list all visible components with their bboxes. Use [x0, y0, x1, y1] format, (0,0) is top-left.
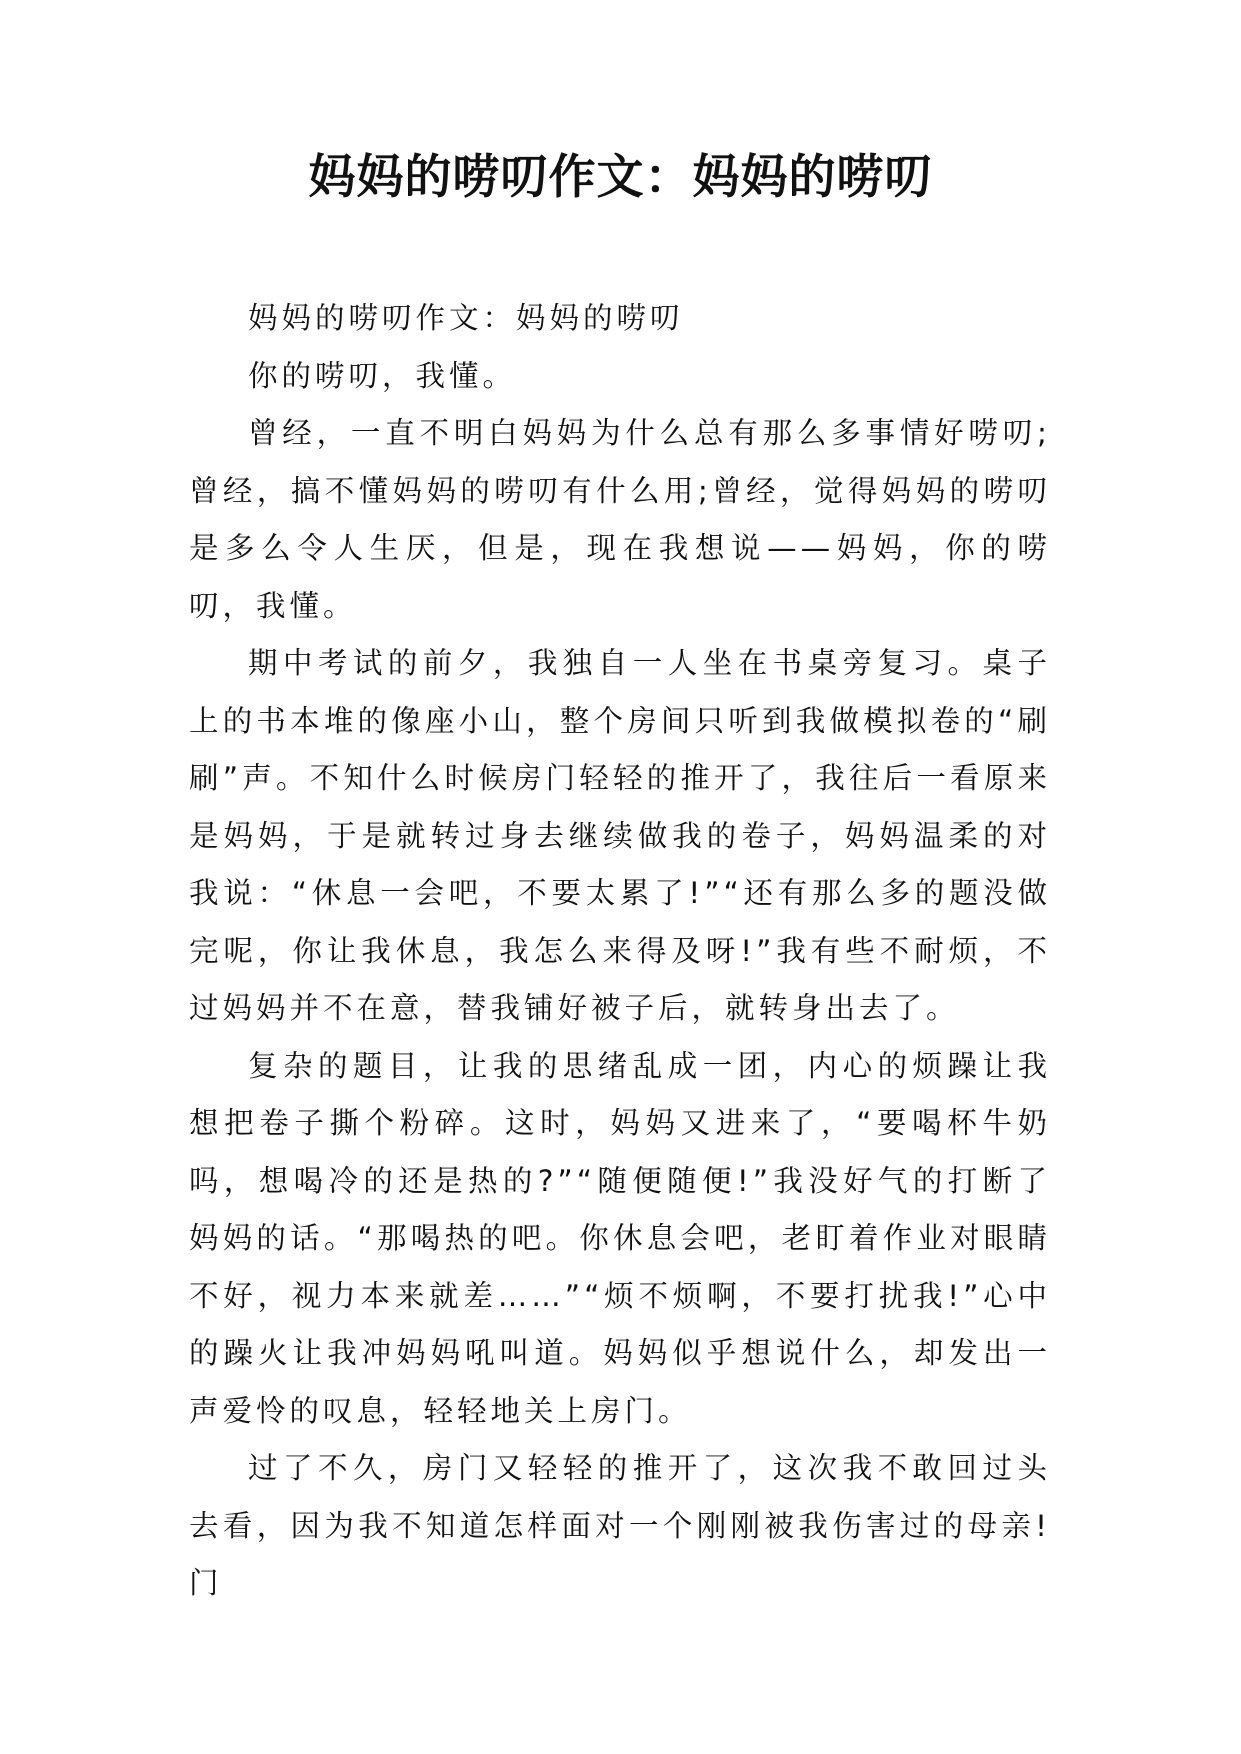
paragraph-3: 期中考试的前夕，我独自一人坐在书桌旁复习。桌子上的书本堆的像座小山，整个房间只听到我做模拟卷的“刷刷”声。不知什么时候房门轻轻的推开了，我往后一看原来是妈妈，于是就转过身去继续做我的卷子，妈妈温柔的对我说：“休息一会吧，不要太累了!”“还有那么多的题没做完呢，你让我休息，我怎么来得及呀!”我有些不耐烦，不过妈妈并不在意，替我铺好被子后，就转身出去了。	[189, 646, 1051, 1025]
paragraph-5: 过了不久，房门又轻轻的推开了，这次我不敢回过头去看，因为我不知道怎样面对一个刚刚被我伤害过的母亲!门	[189, 1451, 1051, 1600]
document-title: 妈妈的唠叨作文：妈妈的唠叨	[308, 150, 933, 205]
paragraph-subtitle: 妈妈的唠叨作文：妈妈的唠叨	[248, 301, 684, 335]
paragraph-2: 曾经，一直不明白妈妈为什么总有那么多事情好唠叨;曾经，搞不懂妈妈的唠叨有什么用;曾经，觉得妈妈的唠叨是多么令人生厌，但是，现在我想说——妈妈，你的唠叨，我懂。	[189, 416, 1051, 623]
paragraph-1: 你的唠叨，我懂。	[248, 358, 517, 393]
paragraph-4: 复杂的题目，让我的思绪乱成一团，内心的烦躁让我想把卷子撕个粉碎。这时，妈妈又进来了，“要喝杯牛奶吗，想喝冷的还是热的?”“随便随便!”我没好气的打断了妈妈的话。“那喝热的吧。你休息会吧，老盯着作业对眼睛不好，视力本来就差……”“烦不烦啊，不要打扰我!”心中的躁火让我冲妈妈吼叫道。妈妈似乎想说什么，却发出一声爱怜的叹息，轻轻地关上房门。	[189, 1048, 1051, 1428]
document-body	[189, 290, 1051, 1613]
